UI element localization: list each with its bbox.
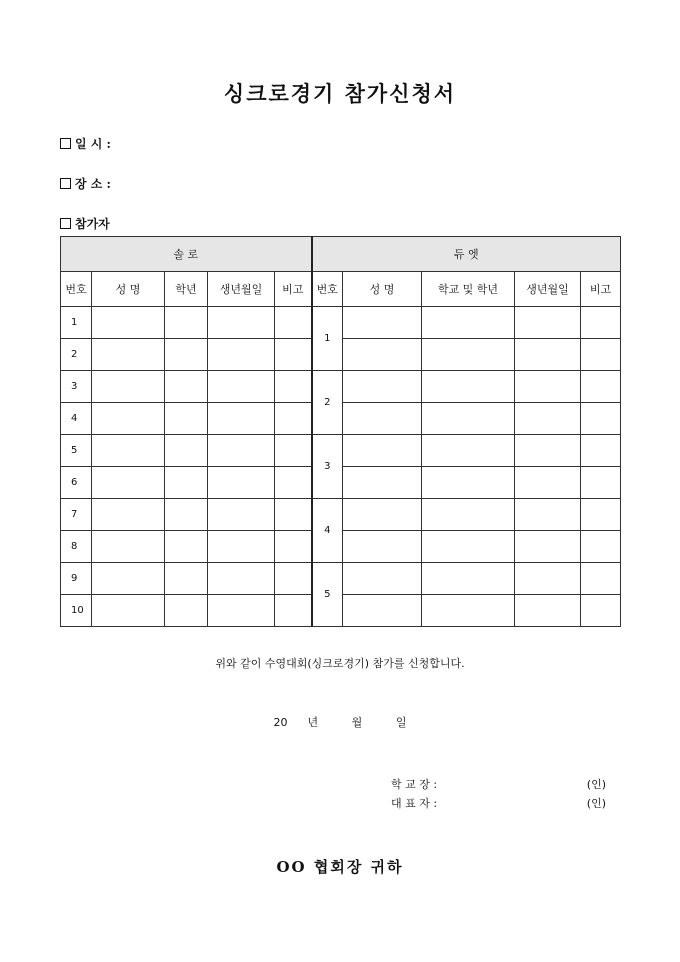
duet-birthdate-cell[interactable]: [515, 531, 581, 563]
duet-col-name: 성 명: [343, 272, 422, 307]
solo-row-number: 1: [61, 307, 92, 339]
duet-remarks-cell[interactable]: [581, 307, 621, 339]
duet-remarks-cell[interactable]: [581, 595, 621, 627]
group-header-row: [61, 237, 621, 272]
duet-school-grade-cell[interactable]: [422, 371, 515, 403]
duet-remarks-cell[interactable]: [581, 499, 621, 531]
solo-grade-cell[interactable]: [165, 563, 208, 595]
date-year-unit: 년: [307, 716, 319, 729]
solo-col-grade: 학년: [165, 272, 208, 307]
duet-school-grade-cell[interactable]: [422, 435, 515, 467]
solo-birthdate-cell[interactable]: [208, 339, 275, 371]
duet-pair-number: 4: [312, 499, 343, 563]
duet-col-school-grade: 학교 및 학년: [422, 272, 515, 307]
checkbox-square-icon: [60, 178, 71, 189]
solo-row-number: 2: [61, 339, 92, 371]
solo-row-number: 4: [61, 403, 92, 435]
solo-grade-cell[interactable]: [165, 531, 208, 563]
solo-grade-cell[interactable]: [165, 435, 208, 467]
solo-remarks-cell[interactable]: [275, 499, 312, 531]
table-row: [61, 499, 621, 531]
duet-name-cell[interactable]: [343, 467, 422, 499]
solo-col-birthdate: 생년월일: [208, 272, 275, 307]
duet-school-grade-cell[interactable]: [422, 563, 515, 595]
duet-name-cell[interactable]: [343, 339, 422, 371]
solo-name-cell[interactable]: [92, 435, 165, 467]
principal-label: 학 교 장 :: [391, 778, 438, 791]
application-statement: 위와 같이 수영대회(싱크로경기) 참가를 신청합니다.: [215, 657, 465, 670]
solo-remarks-cell[interactable]: [275, 435, 312, 467]
duet-name-cell[interactable]: [343, 403, 422, 435]
solo-grade-cell[interactable]: [165, 339, 208, 371]
principal-seal: (인): [586, 778, 606, 791]
duet-birthdate-cell[interactable]: [515, 595, 581, 627]
representative-label: 대 표 자 :: [391, 797, 438, 810]
duet-name-cell[interactable]: [343, 371, 422, 403]
solo-name-cell[interactable]: [92, 531, 165, 563]
solo-row-number: 10: [61, 595, 92, 627]
duet-birthdate-cell[interactable]: [515, 563, 581, 595]
duet-name-cell[interactable]: [343, 307, 422, 339]
addressee: OO 협회장 귀하: [276, 858, 404, 876]
date-field: [60, 135, 315, 152]
solo-col-name: 성 명: [92, 272, 165, 307]
solo-birthdate-cell[interactable]: [208, 531, 275, 563]
duet-school-grade-cell[interactable]: [422, 307, 515, 339]
duet-header: 듀 엣: [312, 237, 621, 272]
checkbox-square-icon: [60, 218, 71, 229]
duet-name-cell[interactable]: [343, 563, 422, 595]
duet-remarks-cell[interactable]: [581, 563, 621, 595]
duet-col-birthdate: 생년월일: [515, 272, 581, 307]
duet-school-grade-cell[interactable]: [422, 595, 515, 627]
duet-school-grade-cell[interactable]: [422, 403, 515, 435]
solo-remarks-cell[interactable]: [275, 371, 312, 403]
solo-name-cell[interactable]: [92, 403, 165, 435]
solo-row-number: 3: [61, 371, 92, 403]
solo-birthdate-cell[interactable]: [208, 307, 275, 339]
duet-name-cell[interactable]: [343, 531, 422, 563]
solo-birthdate-cell[interactable]: [208, 563, 275, 595]
duet-remarks-cell[interactable]: [581, 435, 621, 467]
solo-grade-cell[interactable]: [165, 595, 208, 627]
solo-col-number: 번호: [61, 272, 92, 307]
solo-grade-cell[interactable]: [165, 467, 208, 499]
solo-birthdate-cell[interactable]: [208, 435, 275, 467]
solo-name-cell[interactable]: [92, 595, 165, 627]
participants-label: 참가자: [75, 217, 110, 231]
duet-birthdate-cell[interactable]: [515, 403, 581, 435]
duet-pair-number: 5: [312, 563, 343, 627]
solo-header: 솔 로: [61, 237, 312, 272]
solo-birthdate-cell[interactable]: [208, 467, 275, 499]
table-row: [61, 307, 621, 339]
solo-grade-cell[interactable]: [165, 307, 208, 339]
date-year: 20: [273, 716, 288, 729]
duet-remarks-cell[interactable]: [581, 371, 621, 403]
solo-grade-cell[interactable]: [165, 499, 208, 531]
solo-name-cell[interactable]: [92, 339, 165, 371]
participants-table: [60, 236, 621, 627]
date-line: [0, 714, 680, 730]
duet-school-grade-cell[interactable]: [422, 467, 515, 499]
duet-birthdate-cell[interactable]: [515, 467, 581, 499]
solo-grade-cell[interactable]: [165, 371, 208, 403]
duet-name-cell[interactable]: [343, 499, 422, 531]
solo-name-cell[interactable]: [92, 563, 165, 595]
duet-birthdate-cell[interactable]: [515, 499, 581, 531]
solo-remarks-cell[interactable]: [275, 467, 312, 499]
duet-birthdate-cell[interactable]: [515, 371, 581, 403]
duet-birthdate-cell[interactable]: [515, 307, 581, 339]
solo-birthdate-cell[interactable]: [208, 499, 275, 531]
solo-remarks-cell[interactable]: [275, 403, 312, 435]
solo-birthdate-cell[interactable]: [208, 595, 275, 627]
duet-pair-number: 2: [312, 371, 343, 435]
column-header-row: [61, 272, 621, 307]
solo-remarks-cell[interactable]: [275, 339, 312, 371]
duet-col-remarks: 비고: [581, 272, 621, 307]
checkbox-square-icon: [60, 138, 71, 149]
date-day-unit: 일: [395, 716, 407, 729]
solo-remarks-cell[interactable]: [275, 531, 312, 563]
solo-grade-cell[interactable]: [165, 403, 208, 435]
participants-field: [60, 215, 110, 232]
duet-col-number: 번호: [312, 272, 343, 307]
solo-remarks-cell[interactable]: [275, 563, 312, 595]
date-month-unit: 월: [351, 716, 363, 729]
solo-remarks-cell[interactable]: [275, 595, 312, 627]
document-title: 싱크로경기 참가신청서: [223, 81, 457, 106]
solo-row-number: 5: [61, 435, 92, 467]
solo-name-cell[interactable]: [92, 371, 165, 403]
duet-school-grade-cell[interactable]: [422, 499, 515, 531]
duet-school-grade-cell[interactable]: [422, 531, 515, 563]
duet-pair-number: 3: [312, 435, 343, 499]
solo-name-cell[interactable]: [92, 499, 165, 531]
duet-pair-number: 1: [312, 307, 343, 371]
duet-remarks-cell[interactable]: [581, 403, 621, 435]
table-row: [61, 563, 621, 595]
duet-remarks-cell[interactable]: [581, 339, 621, 371]
solo-birthdate-cell[interactable]: [208, 371, 275, 403]
solo-row-number: 7: [61, 499, 92, 531]
duet-remarks-cell[interactable]: [581, 531, 621, 563]
solo-name-cell[interactable]: [92, 467, 165, 499]
duet-name-cell[interactable]: [343, 595, 422, 627]
duet-birthdate-cell[interactable]: [515, 435, 581, 467]
duet-name-cell[interactable]: [343, 435, 422, 467]
place-field: [60, 175, 315, 192]
duet-remarks-cell[interactable]: [581, 467, 621, 499]
date-label: 일 시 :: [75, 137, 111, 151]
table-row: [61, 435, 621, 467]
solo-remarks-cell[interactable]: [275, 307, 312, 339]
solo-row-number: 8: [61, 531, 92, 563]
place-label: 장 소 :: [75, 177, 111, 191]
duet-school-grade-cell[interactable]: [422, 339, 515, 371]
solo-row-number: 9: [61, 563, 92, 595]
duet-birthdate-cell[interactable]: [515, 339, 581, 371]
solo-birthdate-cell[interactable]: [208, 403, 275, 435]
solo-row-number: 6: [61, 467, 92, 499]
solo-name-cell[interactable]: [92, 307, 165, 339]
representative-seal: (인): [586, 797, 606, 810]
table-row: [61, 371, 621, 403]
solo-col-remarks: 비고: [275, 272, 312, 307]
